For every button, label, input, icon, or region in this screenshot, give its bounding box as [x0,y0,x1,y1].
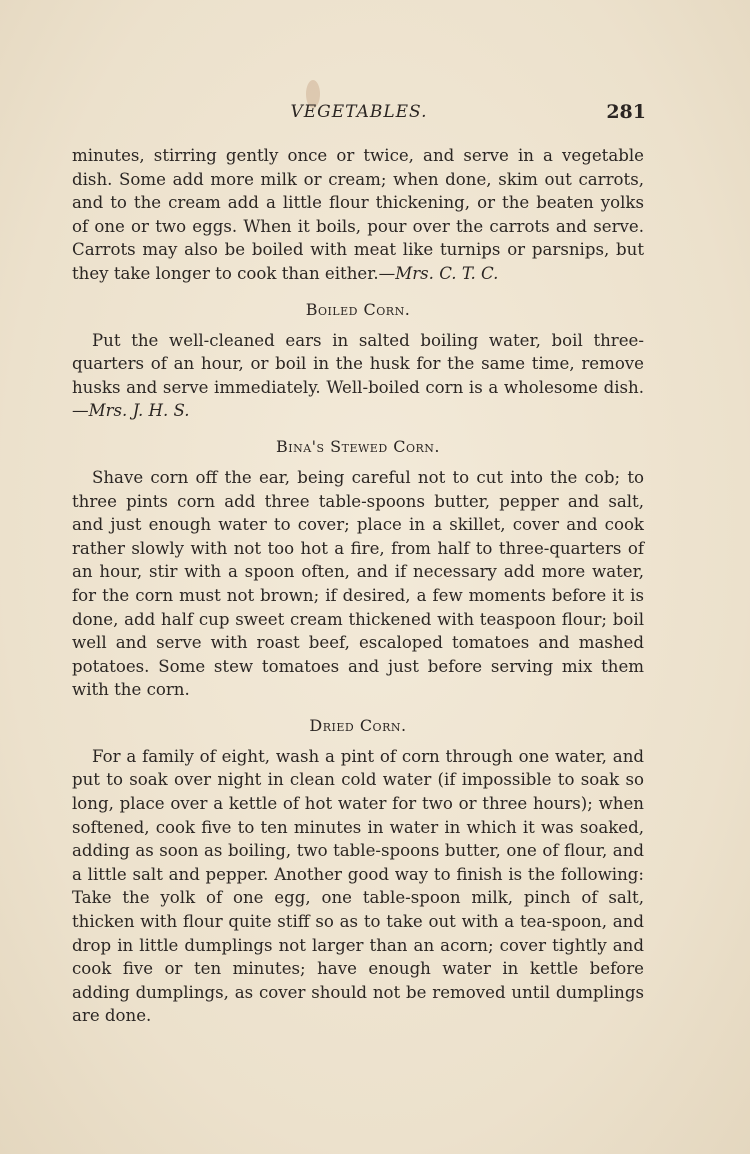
page-number: 281 [606,101,646,123]
running-title: VEGETABLES. [290,102,428,122]
boiled-corn-heading: Boiled Corn. [305,299,411,319]
carrots-text: minutes, stirring gently once or twice, and serve in a vegetable dish. Some add more milk or cream; when done, skim out carrots, and to the cream add a little flour thickening, or the beaten yolks of one or two eggs. When it boils, pour over the carrots and serve. Carrots may also be boiled with meat like turnips or parsnips, but they take longer to cook than either.— [72,146,644,283]
boiled-corn-signature: Mrs. J. H. S. [88,401,190,421]
dried-corn-recipe: For a family of eight, wash a pint of corn through one water, and put to soak over night in clean cold water (if impossible to soak so long, place over a kettle of hot water for two or three hours); when softened, cook five to ten minutes in water in which it was soaked, adding as soon as boiling, two table-spoons butter, one of flour, and a little salt and pepper. Another good way to finish is the following: Take the yolk of one egg, one table-spoon milk, pinch of salt, thicken with flour quite stiff so as to take out with a tea-spoon, and drop in little dumplings not larger than an acorn; cover tightly and cook five or ten minutes; have enough water in kettle before adding dumplings, as cover should not be removed until dumplings are done. [72,746,644,1026]
page-header [72,98,646,128]
dried-corn-heading: Dried Corn. [309,715,407,735]
carrots-signature: Mrs. C. T. C. [395,263,499,283]
binas-stewed-corn-recipe: Shave corn off the ear, being careful not to cut into the cob; to three pints corn add three table-spoons butter, pepper and salt, and just enough water to cover; place in a skillet, cover and cook rather slowly with not too hot a fire, from half to three-quarters of an hour, stir with a spoon often, and if necessary add more water, for the corn must not brown; if desired, a few moments before it is done, add half cup sweet cream thickened with teaspoon flour; boil well and serve with roast beef, escaloped tomatoes and mashed potatoes. Some stew tomatoes and just before serving mix them with the corn. [72,467,644,700]
boiled-corn-text: Put the well-cleaned ears in salted boiling water, boil three-quarters of an hour, or boil in the husk for the same time, remove husks and serve immediately. Well-boiled corn is a wholesome dish.— [72,330,644,421]
boiled-corn-recipe [72,329,644,423]
page-body [72,144,644,1028]
carrots-recipe-continuation [72,144,644,286]
binas-stewed-corn-heading: Bina's Stewed Corn. [275,436,440,456]
